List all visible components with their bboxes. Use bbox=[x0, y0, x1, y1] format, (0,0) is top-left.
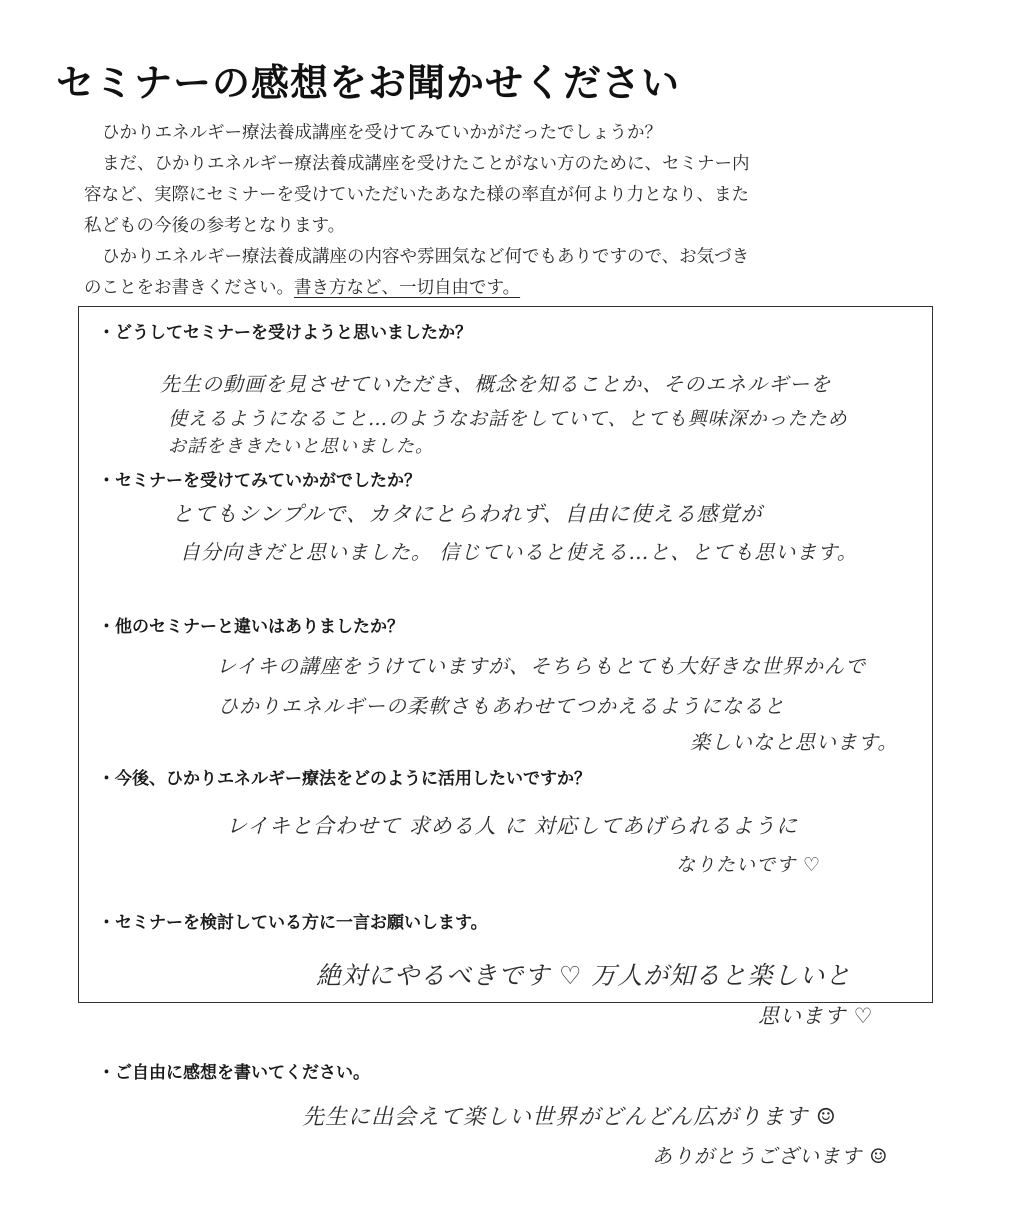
answer-line: 先生に出会えて楽しい世界がどんどん広がります ☺ bbox=[302, 1105, 837, 1130]
answer-line: なりたいです ♡ bbox=[676, 854, 822, 876]
question-reason: ・どうしてセミナーを受けようと思いましたか？ bbox=[98, 323, 472, 343]
intro-line-text: のことをお書きください。 bbox=[84, 278, 294, 298]
answer-line: レイキの講座をうけていますが、そちらもとても大好きな世界かんで bbox=[216, 654, 866, 678]
intro-line: 私どもの今後の参考となります。 bbox=[84, 216, 346, 236]
answer-line: 自分向きだと思いました。 信じていると使える…と、とても思います。 bbox=[180, 540, 858, 564]
intro-line bbox=[84, 273, 924, 304]
answer-line: 先生の動画を見させていただき、概念を知ることか、そのエネルギーを bbox=[160, 372, 832, 396]
answer-line: とてもシンプルで、カタにとらわれず、自由に使える感覚が bbox=[172, 502, 763, 526]
intro-line: ひかりエネルギー療法養成講座の内容や雰囲気など何でもありですので、お気づき bbox=[102, 247, 750, 267]
answer-line: レイキと合わせて 求める人 に 対応してあげられるように bbox=[226, 814, 798, 838]
answer-line: ありがとうございます ☺ bbox=[652, 1144, 889, 1168]
question-difference: ・他のセミナーと違いはありましたか？ bbox=[98, 617, 404, 637]
page-title: セミナーの感想をお聞かせください bbox=[56, 61, 681, 105]
answer-line: 思います ♡ bbox=[758, 1004, 874, 1028]
intro-line: ひかりエネルギー療法養成講座を受けてみていかがだったでしょうか？ bbox=[102, 123, 662, 143]
intro-line: まだ、ひかりエネルギー療法養成講座を受けたことがない方のために、セミナー内 bbox=[102, 154, 750, 174]
answer-line: 絶対にやるべきです ♡ 万人が知ると楽しいと bbox=[316, 961, 852, 990]
intro-line: 容など、実際にセミナーを受けていただいたあなた様の率直が何より力となり、また bbox=[84, 185, 749, 205]
question-future-use: ・今後、ひかりエネルギー療法をどのように活用したいですか？ bbox=[98, 769, 591, 789]
answer-line: ひかりエネルギーの柔軟さもあわせてつかえるようになると bbox=[218, 694, 785, 718]
answer-line: 楽しいなと思います。 bbox=[690, 730, 899, 754]
answer-line: 使えるようになること…のようなお話をしていて、とても興味深かったため bbox=[168, 408, 848, 430]
free-format-note: 書き方など、一切自由です。 bbox=[294, 278, 521, 298]
question-message: ・セミナーを検討している方に一言お願いします。 bbox=[98, 913, 488, 933]
question-free-comment: ・ご自由に感想を書いてください。 bbox=[98, 1063, 370, 1083]
answer-line: お話をききたいと思いました。 bbox=[168, 436, 434, 457]
question-impression: ・セミナーを受けてみていかがでしたか？ bbox=[98, 471, 421, 491]
intro-text bbox=[84, 118, 924, 304]
